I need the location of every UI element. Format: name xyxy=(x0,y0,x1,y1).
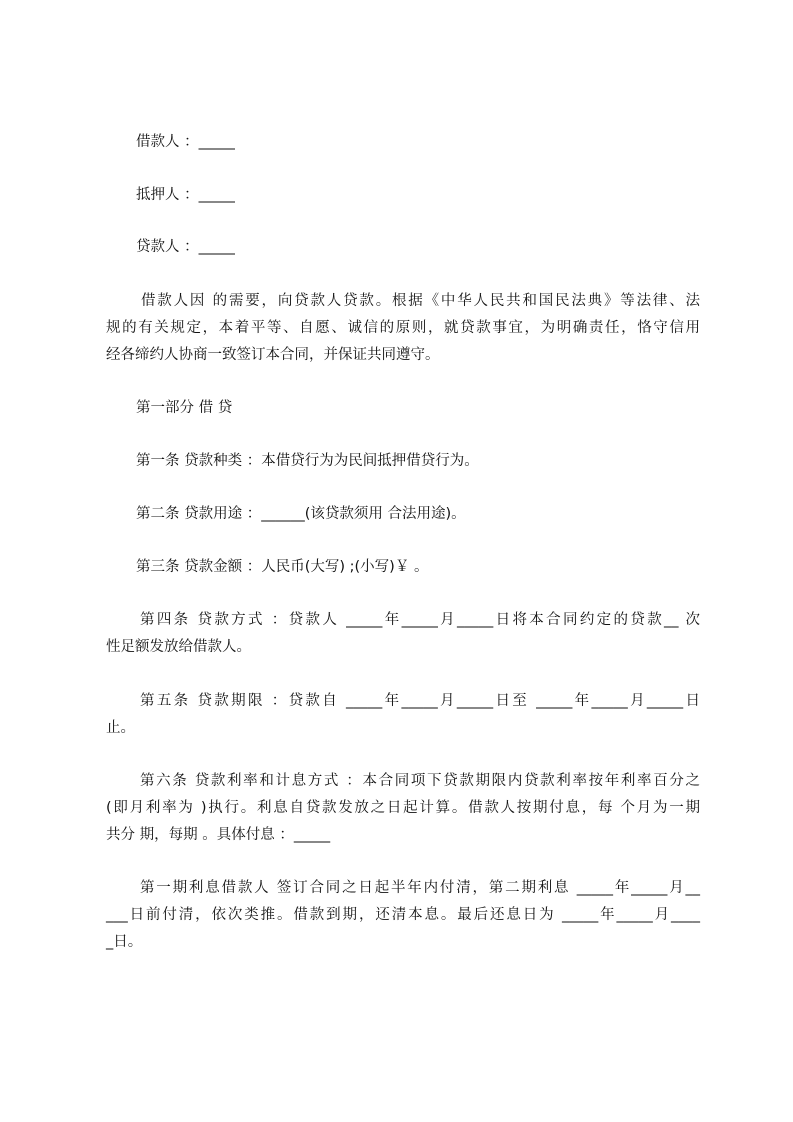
intro-line-1: 借款人因 的需要，向贷款人贷款。根据《中华人民共和国民法典》等法律、法 xyxy=(141,293,700,309)
article-6-line-3: 共分 期，每期 。具体付息 ：_____ xyxy=(106,827,331,843)
article-5-line-1: 第五条 贷款期限 ：贷款自 _____年_____月_____日至 _____年_____月_____日 xyxy=(140,693,700,709)
part-one-heading: 第一部分 借 贷 xyxy=(136,400,233,416)
article-6-line-2: (即月利率为 )执行。利息自贷款发放之日起计算。借款人按期付息，每 个月为一期 xyxy=(106,800,700,816)
interest-line-3: _日。 xyxy=(106,934,143,950)
article-2: 第二条 贷款用途 ：______(该贷款须用 合法用途)。 xyxy=(136,506,466,522)
article-3: 第三条 贷款金额 ：人民币(大写) ;(小写)￥ 。 xyxy=(136,559,429,575)
interest-line-1: 第一期利息借款人 签订合同之日起半年内付清，第二期利息 _____年_____月__ xyxy=(140,880,700,896)
interest-line-2: ___日前付清，依次类推。借款到期，还清本息。最后还息日为 _____年_____月____ xyxy=(106,907,700,923)
article-6-line-1: 第六条 贷款利率和计息方式 ：本合同项下贷款期限内贷款利率按年利率百分之 xyxy=(140,773,700,789)
article-5-line-2: 止。 xyxy=(106,720,135,736)
lender-line: 贷款人 ：_____ xyxy=(136,239,235,255)
mortgagor-line: 抵押人 ：_____ xyxy=(136,187,235,203)
article-1: 第一条 贷款种类 ：本借贷行为为民间抵押借贷行为。 xyxy=(136,453,479,469)
article-4-line-1: 第四条 贷款方式 ：贷款人 _____年_____月_____日将本合同约定的贷款__ 次 xyxy=(140,612,700,628)
borrower-line: 借款人 ：_____ xyxy=(136,134,235,150)
intro-line-2: 规的有关规定，本着平等、自愿、诚信的原则，就贷款事宜，为明确责任，恪守信用 xyxy=(106,320,700,336)
intro-line-3: 经各缔约人协商一致签订本合同，并保证共同遵守。 xyxy=(106,347,440,363)
article-4-line-2: 性足额发放给借款人。 xyxy=(106,639,251,655)
